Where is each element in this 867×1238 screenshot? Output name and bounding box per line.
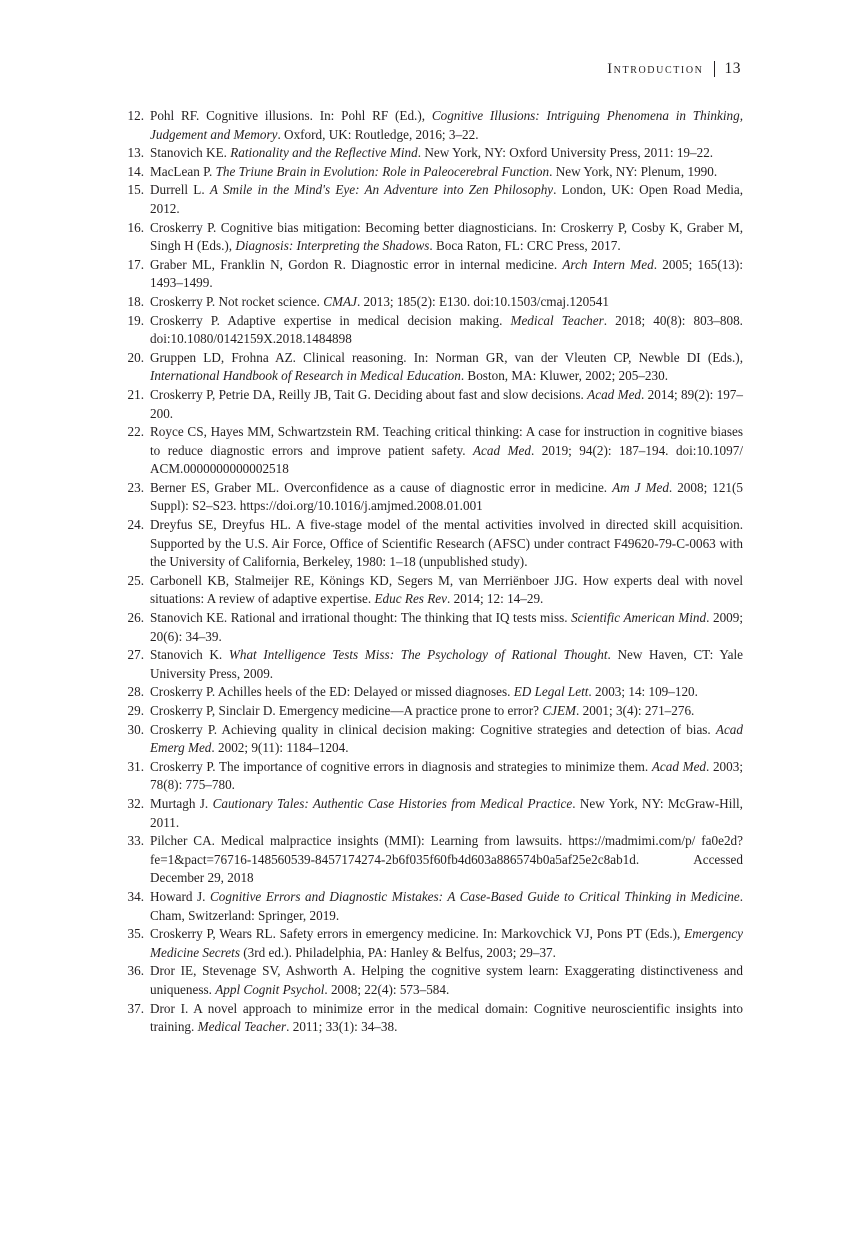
reference-number: 13. bbox=[127, 145, 144, 161]
reference-source-title: ED Legal Lett bbox=[513, 684, 589, 700]
reference-entry bbox=[118, 181, 743, 218]
reference-number: 34. bbox=[127, 888, 144, 904]
reference-text bbox=[150, 108, 743, 142]
reference-text-segment: (3rd ed.). Philadelphia, PA: Hanley & Belfus, 2003; 29–37. bbox=[239, 944, 556, 960]
reference-number: 36. bbox=[127, 963, 144, 979]
reference-text bbox=[150, 220, 743, 254]
reference-source-title: CJEM bbox=[542, 703, 577, 718]
reference-text-segment: Graber ML, Franklin N, Gordon R. Diagnostic error in internal medicine. bbox=[150, 256, 563, 272]
reference-text-segment: . 2014; 12: 14–29. bbox=[447, 591, 544, 607]
reference-entry bbox=[118, 925, 743, 962]
reference-entry bbox=[118, 386, 743, 423]
page-number: 13 bbox=[724, 60, 741, 77]
reference-entry bbox=[118, 572, 743, 609]
reference-entry bbox=[118, 646, 743, 683]
reference-text-segment: . New York, NY: McGraw-Hill, 2011. bbox=[150, 795, 743, 830]
reference-entry bbox=[118, 144, 743, 163]
reference-text-segment: . 2008; 121(5 Suppl): S2–S23. https://doi.org/10.1016/j.amjmed.2008.01.001 bbox=[150, 479, 743, 514]
reference-source-title: CMAJ bbox=[323, 293, 357, 309]
reference-text bbox=[150, 573, 743, 607]
reference-text-segment: Murtagh J. bbox=[150, 795, 213, 811]
reference-text-segment: Stanovich KE. bbox=[150, 145, 231, 161]
reference-text bbox=[150, 294, 609, 309]
reference-text-segment: . 2014; 89(2): 197–200. bbox=[150, 386, 743, 421]
reference-text-segment: Durrell L. bbox=[150, 182, 210, 198]
reference-number: 22. bbox=[127, 424, 144, 440]
reference-source-title: What Intelligence Tests Miss: The Psychology of Rational Thought bbox=[228, 647, 608, 663]
reference-number: 17. bbox=[127, 256, 144, 272]
reference-entry bbox=[118, 721, 743, 758]
reference-entry bbox=[118, 888, 743, 925]
reference-text-segment: Pohl RF. Cognitive illusions. In: Pohl RF (Ed.), bbox=[150, 108, 432, 123]
reference-entry bbox=[118, 293, 743, 312]
reference-text bbox=[150, 1001, 743, 1035]
reference-number: 27. bbox=[127, 647, 144, 663]
reference-text-segment: . New Haven, CT: Yale University Press, 2009. bbox=[150, 647, 743, 681]
reference-text-segment: Croskerry P. The importance of cognitive errors in diagnosis and strategies to minimize them. bbox=[150, 758, 652, 774]
reference-number: 21. bbox=[127, 386, 144, 402]
reference-text-segment: Croskerry P. Cognitive bias mitigation: Becoming better diagnosticians. In: Croskerry P, Cosby K, Graber M, Singh H (Eds.), bbox=[150, 219, 743, 254]
reference-number: 32. bbox=[127, 795, 144, 811]
reference-source-title: Cognitive Illusions: Intriguing Phenomena in Thinking, Judgement and Memory bbox=[150, 108, 743, 142]
reference-text-segment: . 2002; 9(11): 1184–1204. bbox=[211, 740, 349, 756]
reference-text bbox=[150, 963, 743, 997]
reference-entry bbox=[118, 349, 743, 386]
reference-text bbox=[150, 517, 743, 569]
reference-text-segment: Dreyfus SE, Dreyfus HL. A five-stage model of the mental activities involved in directed skill acquisition. Supported by the U.S. Air Force, Office of Scientific Research (AFSC) under contract F49620-79-C-0063 with the University of California, Berkeley, 1980: 1–18 (unpublished study). bbox=[150, 517, 743, 570]
reference-text-segment: Croskerry P. Achilles heels of the ED: Delayed or missed diagnoses. bbox=[150, 684, 514, 700]
reference-source-title: Medical Teacher bbox=[510, 312, 604, 328]
header-divider bbox=[714, 61, 715, 77]
reference-entry bbox=[118, 312, 743, 349]
reference-entry bbox=[118, 758, 743, 795]
reference-source-title: Arch Intern Med bbox=[562, 256, 654, 272]
reference-entry bbox=[118, 795, 743, 832]
reference-source-title: A Smile in the Mind's Eye: An Adventure into Zen Philosophy bbox=[209, 182, 554, 198]
running-header bbox=[607, 60, 741, 78]
reference-text-segment: . 2003; 14: 109–120. bbox=[588, 684, 698, 700]
reference-number: 15. bbox=[127, 182, 144, 198]
reference-entry bbox=[118, 256, 743, 293]
reference-text bbox=[150, 722, 743, 756]
reference-text-segment: Croskerry P, Wears RL. Safety errors in emergency medicine. In: Markovchick VJ, Pons PT (Eds.), bbox=[150, 926, 685, 942]
reference-entry bbox=[118, 423, 743, 479]
reference-number: 19. bbox=[127, 312, 144, 328]
reference-source-title: Scientific American Mind bbox=[571, 610, 707, 626]
reference-text-segment: Pilcher CA. Medical malpractice insights (MMI): Learning from lawsuits. https://madmimi.com/p/ fa0e2d?fe=1&pact=76716-148560539-8457174274-2b6f035f60fb4d603a886574b0a5af25e2c8ab1d. Accessed December 29, 2018 bbox=[150, 833, 743, 886]
reference-entry bbox=[118, 479, 743, 516]
reference-text-segment: Stanovich K. bbox=[150, 647, 229, 663]
reference-source-title: Emergency Medicine Secrets bbox=[150, 926, 743, 960]
reference-number: 26. bbox=[127, 610, 144, 626]
reference-source-title: International Handbook of Research in Medical Education bbox=[150, 368, 461, 384]
reference-text-segment: Royce CS, Hayes MM, Schwartzstein RM. Teaching critical thinking: A case for instruction in cognitive biases to reduce diagnostic errors and improve patient safety. bbox=[150, 424, 743, 458]
reference-entry bbox=[118, 683, 743, 702]
reference-text bbox=[150, 164, 717, 179]
reference-text-segment: Dror IE, Stevenage SV, Ashworth A. Helping the cognitive system learn: Exaggerating distinctiveness and uniqueness. bbox=[150, 963, 743, 997]
reference-text-segment: . 2011; 33(1): 34–38. bbox=[286, 1019, 398, 1035]
reference-number: 35. bbox=[127, 926, 144, 942]
reference-text bbox=[150, 424, 743, 476]
reference-number: 18. bbox=[127, 293, 144, 309]
running-header-section: Introduction bbox=[607, 60, 704, 77]
reference-text-segment: . 2005; 165(13): 1493–1499. bbox=[150, 256, 743, 291]
reference-source-title: Acad Emerg Med bbox=[150, 721, 743, 756]
reference-text-segment: . London, UK: Open Road Media, 2012. bbox=[150, 182, 744, 216]
reference-source-title: Cautionary Tales: Authentic Case Histories from Medical Practice bbox=[212, 795, 573, 811]
reference-text bbox=[150, 313, 743, 347]
reference-source-title: Cognitive Errors and Diagnostic Mistakes: A Case-Based Guide to Critical Thinking in Medicine bbox=[210, 888, 740, 904]
reference-text-segment: Berner ES, Graber ML. Overconfidence as a cause of diagnostic error in medicine. bbox=[150, 479, 613, 495]
reference-source-title: Medical Teacher bbox=[197, 1019, 287, 1035]
reference-list bbox=[118, 107, 743, 1037]
reference-text-segment: . 2019; 94(2): 187–194. doi:10.1097/ ACM.0000000000002518 bbox=[150, 442, 743, 477]
reference-source-title: Acad Med bbox=[651, 758, 707, 774]
reference-number: 33. bbox=[127, 833, 144, 849]
reference-source-title: Diagnosis: Interpreting the Shadows bbox=[235, 238, 430, 254]
reference-text bbox=[150, 182, 743, 216]
reference-text-segment: MacLean P. bbox=[150, 163, 216, 179]
reference-text-segment: . Boca Raton, FL: CRC Press, 2017. bbox=[429, 238, 621, 254]
reference-text bbox=[150, 387, 743, 421]
reference-text-segment: Carbonell KB, Stalmeijer RE, Könings KD, Segers M, van Merriënboer JJG. How experts deal with novel situations: A review of adaptive expertise. bbox=[150, 572, 743, 607]
reference-text-segment: Croskerry P. Not rocket science. bbox=[150, 293, 324, 309]
reference-entry bbox=[118, 962, 743, 999]
reference-number: 30. bbox=[127, 721, 144, 737]
reference-entry bbox=[118, 163, 743, 182]
reference-entry bbox=[118, 609, 743, 646]
reference-text bbox=[150, 480, 743, 514]
reference-text-segment: . 2013; 185(2): E130. doi:10.1503/cmaj.120541 bbox=[356, 293, 609, 309]
reference-text-segment: Gruppen LD, Frohna AZ. Clinical reasoning. In: Norman GR, van der Vleuten CP, Newble DI (Eds.), bbox=[150, 349, 743, 365]
reference-source-title: Appl Cognit Psychol bbox=[215, 981, 325, 997]
reference-number: 14. bbox=[127, 163, 144, 179]
reference-source-title: Acad Med bbox=[587, 386, 642, 402]
reference-entry bbox=[118, 107, 743, 144]
reference-text-segment: . 2008; 22(4): 573–584. bbox=[324, 981, 450, 997]
reference-text bbox=[150, 926, 743, 960]
reference-text-segment: . 2018; 40(8): 803–808. doi:10.1080/0142159X.2018.1484898 bbox=[150, 312, 743, 347]
reference-text bbox=[150, 350, 743, 384]
reference-number: 31. bbox=[127, 758, 144, 774]
reference-source-title: Educ Res Rev bbox=[374, 591, 447, 607]
reference-text-segment: Croskerry P. Adaptive expertise in medical decision making. bbox=[150, 312, 511, 328]
reference-source-title: Am J Med bbox=[612, 479, 669, 495]
reference-entry bbox=[118, 516, 743, 572]
reference-source-title: The Triune Brain in Evolution: Role in Paleocerebral Function bbox=[215, 163, 550, 179]
reference-number: 25. bbox=[127, 572, 144, 588]
reference-entry bbox=[118, 1000, 743, 1037]
reference-text bbox=[150, 257, 743, 291]
reference-source-title: Acad Med bbox=[473, 442, 532, 458]
reference-number: 12. bbox=[127, 108, 144, 123]
reference-text-segment: . 2003; 78(8): 775–780. bbox=[150, 758, 744, 793]
reference-text bbox=[150, 610, 743, 644]
reference-text-segment: . 2009; 20(6): 34–39. bbox=[150, 610, 744, 644]
reference-text-segment: . 2001; 3(4): 271–276. bbox=[576, 703, 695, 718]
reference-text-segment: . Boston, MA: Kluwer, 2002; 205–230. bbox=[460, 368, 669, 384]
reference-text-segment: Dror I. A novel approach to minimize error in the medical domain: Cognitive neuroscientific insights into training. bbox=[150, 1000, 743, 1035]
reference-entry bbox=[118, 702, 743, 721]
reference-number: 16. bbox=[127, 219, 144, 235]
reference-text-segment: Croskerry P. Achieving quality in clinical decision making: Cognitive strategies and detection of bias. bbox=[150, 721, 716, 737]
reference-text bbox=[150, 796, 743, 830]
reference-text-segment: Howard J. bbox=[150, 888, 210, 904]
reference-number: 28. bbox=[127, 684, 144, 700]
reference-number: 20. bbox=[127, 349, 144, 365]
reference-number: 24. bbox=[127, 517, 144, 533]
reference-text-segment: Stanovich KE. Rational and irrational thought: The thinking that IQ tests miss. bbox=[150, 610, 572, 626]
reference-text-segment: . Oxford, UK: Routledge, 2016; 3–22. bbox=[277, 126, 479, 142]
reference-entry bbox=[118, 219, 743, 256]
reference-text bbox=[150, 759, 743, 793]
reference-text-segment: . New York, NY: Oxford University Press, 2011: 19–22. bbox=[417, 145, 714, 161]
reference-entry bbox=[118, 832, 743, 888]
reference-text-segment: Croskerry P, Petrie DA, Reilly JB, Tait G. Deciding about fast and slow decisions. bbox=[150, 386, 588, 402]
reference-text-segment: Croskerry P, Sinclair D. Emergency medicine—A practice prone to error? bbox=[150, 703, 543, 718]
reference-text bbox=[150, 145, 713, 160]
reference-text-segment: . New York, NY: Plenum, 1990. bbox=[549, 163, 718, 179]
reference-text bbox=[150, 703, 694, 718]
reference-text-segment: . Cham, Switzerland: Springer, 2019. bbox=[150, 888, 743, 923]
reference-text bbox=[150, 684, 698, 699]
reference-number: 29. bbox=[127, 703, 144, 718]
reference-number: 37. bbox=[127, 1000, 144, 1016]
reference-text bbox=[150, 647, 743, 681]
reference-text bbox=[150, 833, 743, 885]
reference-number: 23. bbox=[127, 479, 144, 495]
reference-source-title: Rationality and the Reflective Mind bbox=[230, 145, 418, 161]
reference-text bbox=[150, 889, 743, 923]
